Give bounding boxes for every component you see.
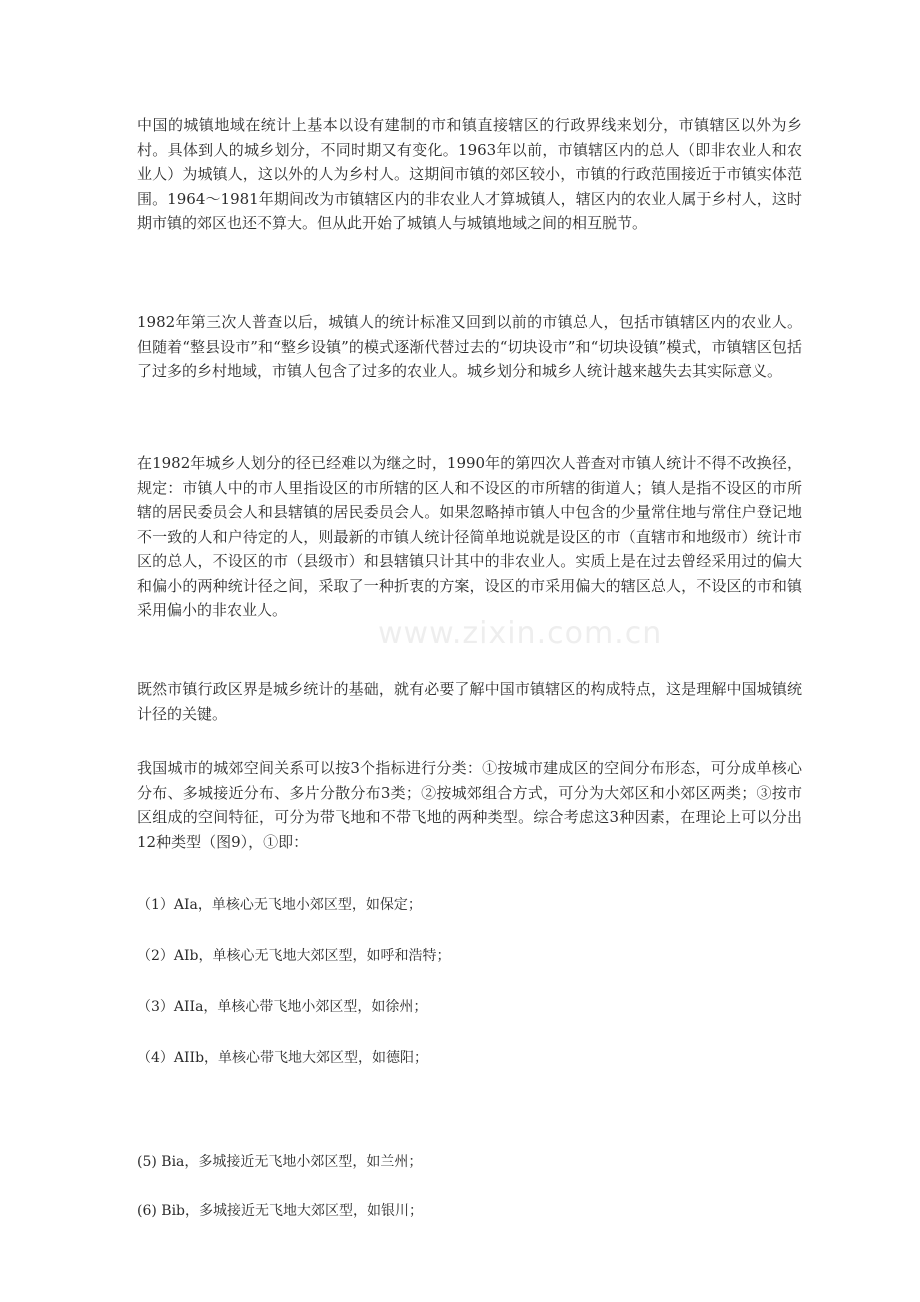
paragraph-1990-census: 在1982年城乡人划分的径已经难以为继之时，1990年的第四次人普查对市镇人统计不得不改换径，规定：市镇人中的市人里指设区的市所辖的区人和不设区的市所辖的街道人；镇人是指不设区的市所辖的居民委员会人和县辖镇的居民委员会人。如果忽略掉市镇人中包含的少量常住地与常住户登记地不一致的人和户待定的人，则最新的市镇人统计径简单地说就是设区的市（直辖市和地级市）统计市区的总人，不设区的市（县级市）和县辖镇只计其中的非农业人。实质上是在过去曾经采用过的偏大和偏小的两种统计径之间，采取了一种折衷的方案，设区的市采用偏大的辖区总人，不设区的市和镇采用偏小的非农业人。 [137, 454, 802, 619]
paragraph-urban-definition: 中国的城镇地域在统计上基本以设有建制的市和镇直接辖区的行政界线来划分，市镇辖区以外为乡村。具体到人的城乡划分，不同时期又有变化。1963年以前，市镇辖区内的总人（即非农业人和农业人）为城镇人，这以外的人为乡村人。这期间市镇的郊区较小，市镇的行政范围接近于市镇实体范围。1964～1981年期间改为市镇辖区内的非农业人才算城镇人，辖区内的农业人属于乡村人，这时期市镇的郊区也还不算大。但从此开始了城镇人与城镇地域之间的相互脱节。 [137, 116, 802, 232]
list-item: (6) Bib，多城接近无飞地大郊区型，如银川； [137, 1203, 424, 1219]
paragraph-administrative-boundaries: 既然市镇行政区界是城乡统计的基础，就有必要了解中国市镇辖区的构成特点，这是理解中国城镇统计径的关键。 [137, 680, 802, 723]
list-item: （4）AIIb，单核心带飞地大郊区型，如德阳； [137, 1050, 429, 1066]
list-item: (5) Bia，多城接近无飞地小郊区型，如兰州； [137, 1154, 423, 1170]
list-item: （3）AIIa，单核心带飞地小郊区型，如徐州； [137, 999, 428, 1015]
paragraph-classification: 我国城市的城郊空间关系可以按3个指标进行分类：①按城市建成区的空间分布形态，可分成单核心分布、多城接近分布、多片分散分布3类；②按城郊组合方式，可分为大郊区和小郊区两类；③按市区组成的空间特征，可分为带飞地和不带飞地的两种类型。综合考虑这3种因素，在理论上可以分出12种类型（图9），①即： [137, 759, 802, 851]
paragraph-1982-census: 1982年第三次人普查以后，城镇人的统计标准又回到以前的市镇总人，包括市镇辖区内的农业人。但随着“整县设市”和“整乡设镇”的模式逐渐代替过去的“切块设市”和“切块设镇”模式，市镇辖区包括了过多的乡村地域，市镇人包含了过多的农业人。城乡划分和城乡人统计越来越失去其实际意义。 [137, 313, 802, 380]
watermark: www.zixin.com.cn [378, 616, 663, 651]
list-item: （1）AIa，单核心无飞地小郊区型，如保定； [137, 897, 422, 913]
list-item: （2）AIb，单核心无飞地大郊区型，如呼和浩特； [137, 948, 451, 964]
